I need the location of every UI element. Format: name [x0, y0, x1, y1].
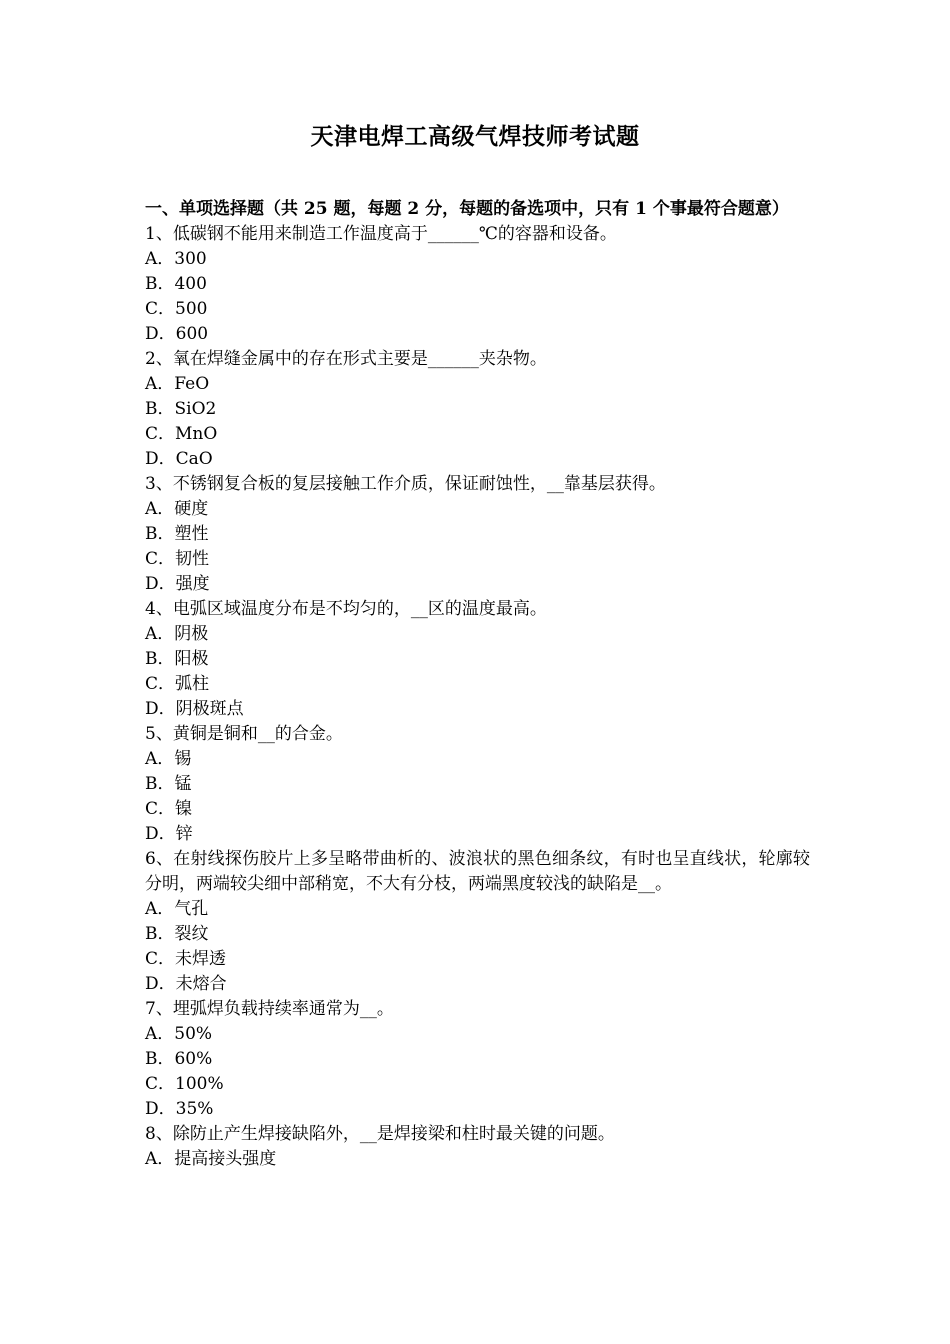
question-2 — [145, 347, 810, 472]
option-d: D．600 — [145, 324, 209, 344]
option-a: A．气孔 — [145, 899, 209, 919]
option-b: B．阳极 — [145, 649, 209, 669]
option-d: D．未熔合 — [145, 974, 227, 994]
question-stem: 3、不锈钢复合板的复层接触工作介质，保证耐蚀性，__靠基层获得。 — [145, 474, 666, 494]
option-b: B．塑性 — [145, 524, 209, 544]
option-d: D．35% — [145, 1099, 214, 1119]
option-a: A．300 — [145, 249, 207, 269]
option-a: A．50% — [145, 1024, 213, 1044]
question-stem: 8、除防止产生焊接缺陷外，__是焊接梁和柱时最关键的问题。 — [145, 1124, 615, 1144]
option-d: D．锌 — [145, 824, 193, 844]
option-a: A．提高接头强度 — [145, 1149, 277, 1169]
question-4 — [145, 597, 810, 722]
option-d: D．强度 — [145, 574, 210, 594]
question-8 — [145, 1122, 810, 1172]
option-a: A．锡 — [145, 749, 192, 769]
question-stem: 2、氧在焊缝金属中的存在形式主要是______夹杂物。 — [145, 349, 547, 369]
option-a: A．阴极 — [145, 624, 209, 644]
question-stem: 4、电弧区域温度分布是不均匀的，__区的温度最高。 — [145, 599, 547, 619]
option-c: C．未焊透 — [145, 949, 227, 969]
option-a: A．FeO — [145, 374, 210, 394]
option-c: C．500 — [145, 299, 208, 319]
question-stem: 5、黄铜是铜和__的合金。 — [145, 724, 343, 744]
option-d: D．CaO — [145, 449, 213, 469]
option-c: C．镍 — [145, 799, 193, 819]
option-c: C．100% — [145, 1074, 224, 1094]
section-heading: 一、单项选择题（共 25 题，每题 2 分，每题的备选项中，只有 1 个事最符合题意） — [145, 199, 789, 219]
option-c: C．弧柱 — [145, 674, 210, 694]
document-title: 天津电焊工高级气焊技师考试题 — [310, 123, 640, 150]
question-stem: 1、低碳钢不能用来制造工作温度高于______℃的容器和设备。 — [145, 224, 617, 244]
option-c: C．MnO — [145, 424, 218, 444]
document-body — [145, 197, 810, 1172]
option-b: B．400 — [145, 274, 207, 294]
option-b: B．锰 — [145, 774, 192, 794]
question-7 — [145, 997, 810, 1122]
question-stem: 6、在射线探伤胶片上多呈略带曲析的、波浪状的黑色细条纹，有时也呈直线状，轮廓较分明，两端较尖细中部稍宽，不大有分枝，两端黑度较浅的缺陷是__。 — [145, 849, 810, 894]
option-b: B．裂纹 — [145, 924, 209, 944]
option-d: D．阴极斑点 — [145, 699, 244, 719]
option-b: B．60% — [145, 1049, 213, 1069]
option-a: A．硬度 — [145, 499, 209, 519]
question-1 — [145, 222, 810, 347]
option-c: C．韧性 — [145, 549, 210, 569]
question-3 — [145, 472, 810, 597]
question-6 — [145, 847, 810, 997]
question-stem: 7、埋弧焊负载持续率通常为__。 — [145, 999, 394, 1019]
option-b: B．SiO2 — [145, 399, 217, 419]
question-5 — [145, 722, 810, 847]
